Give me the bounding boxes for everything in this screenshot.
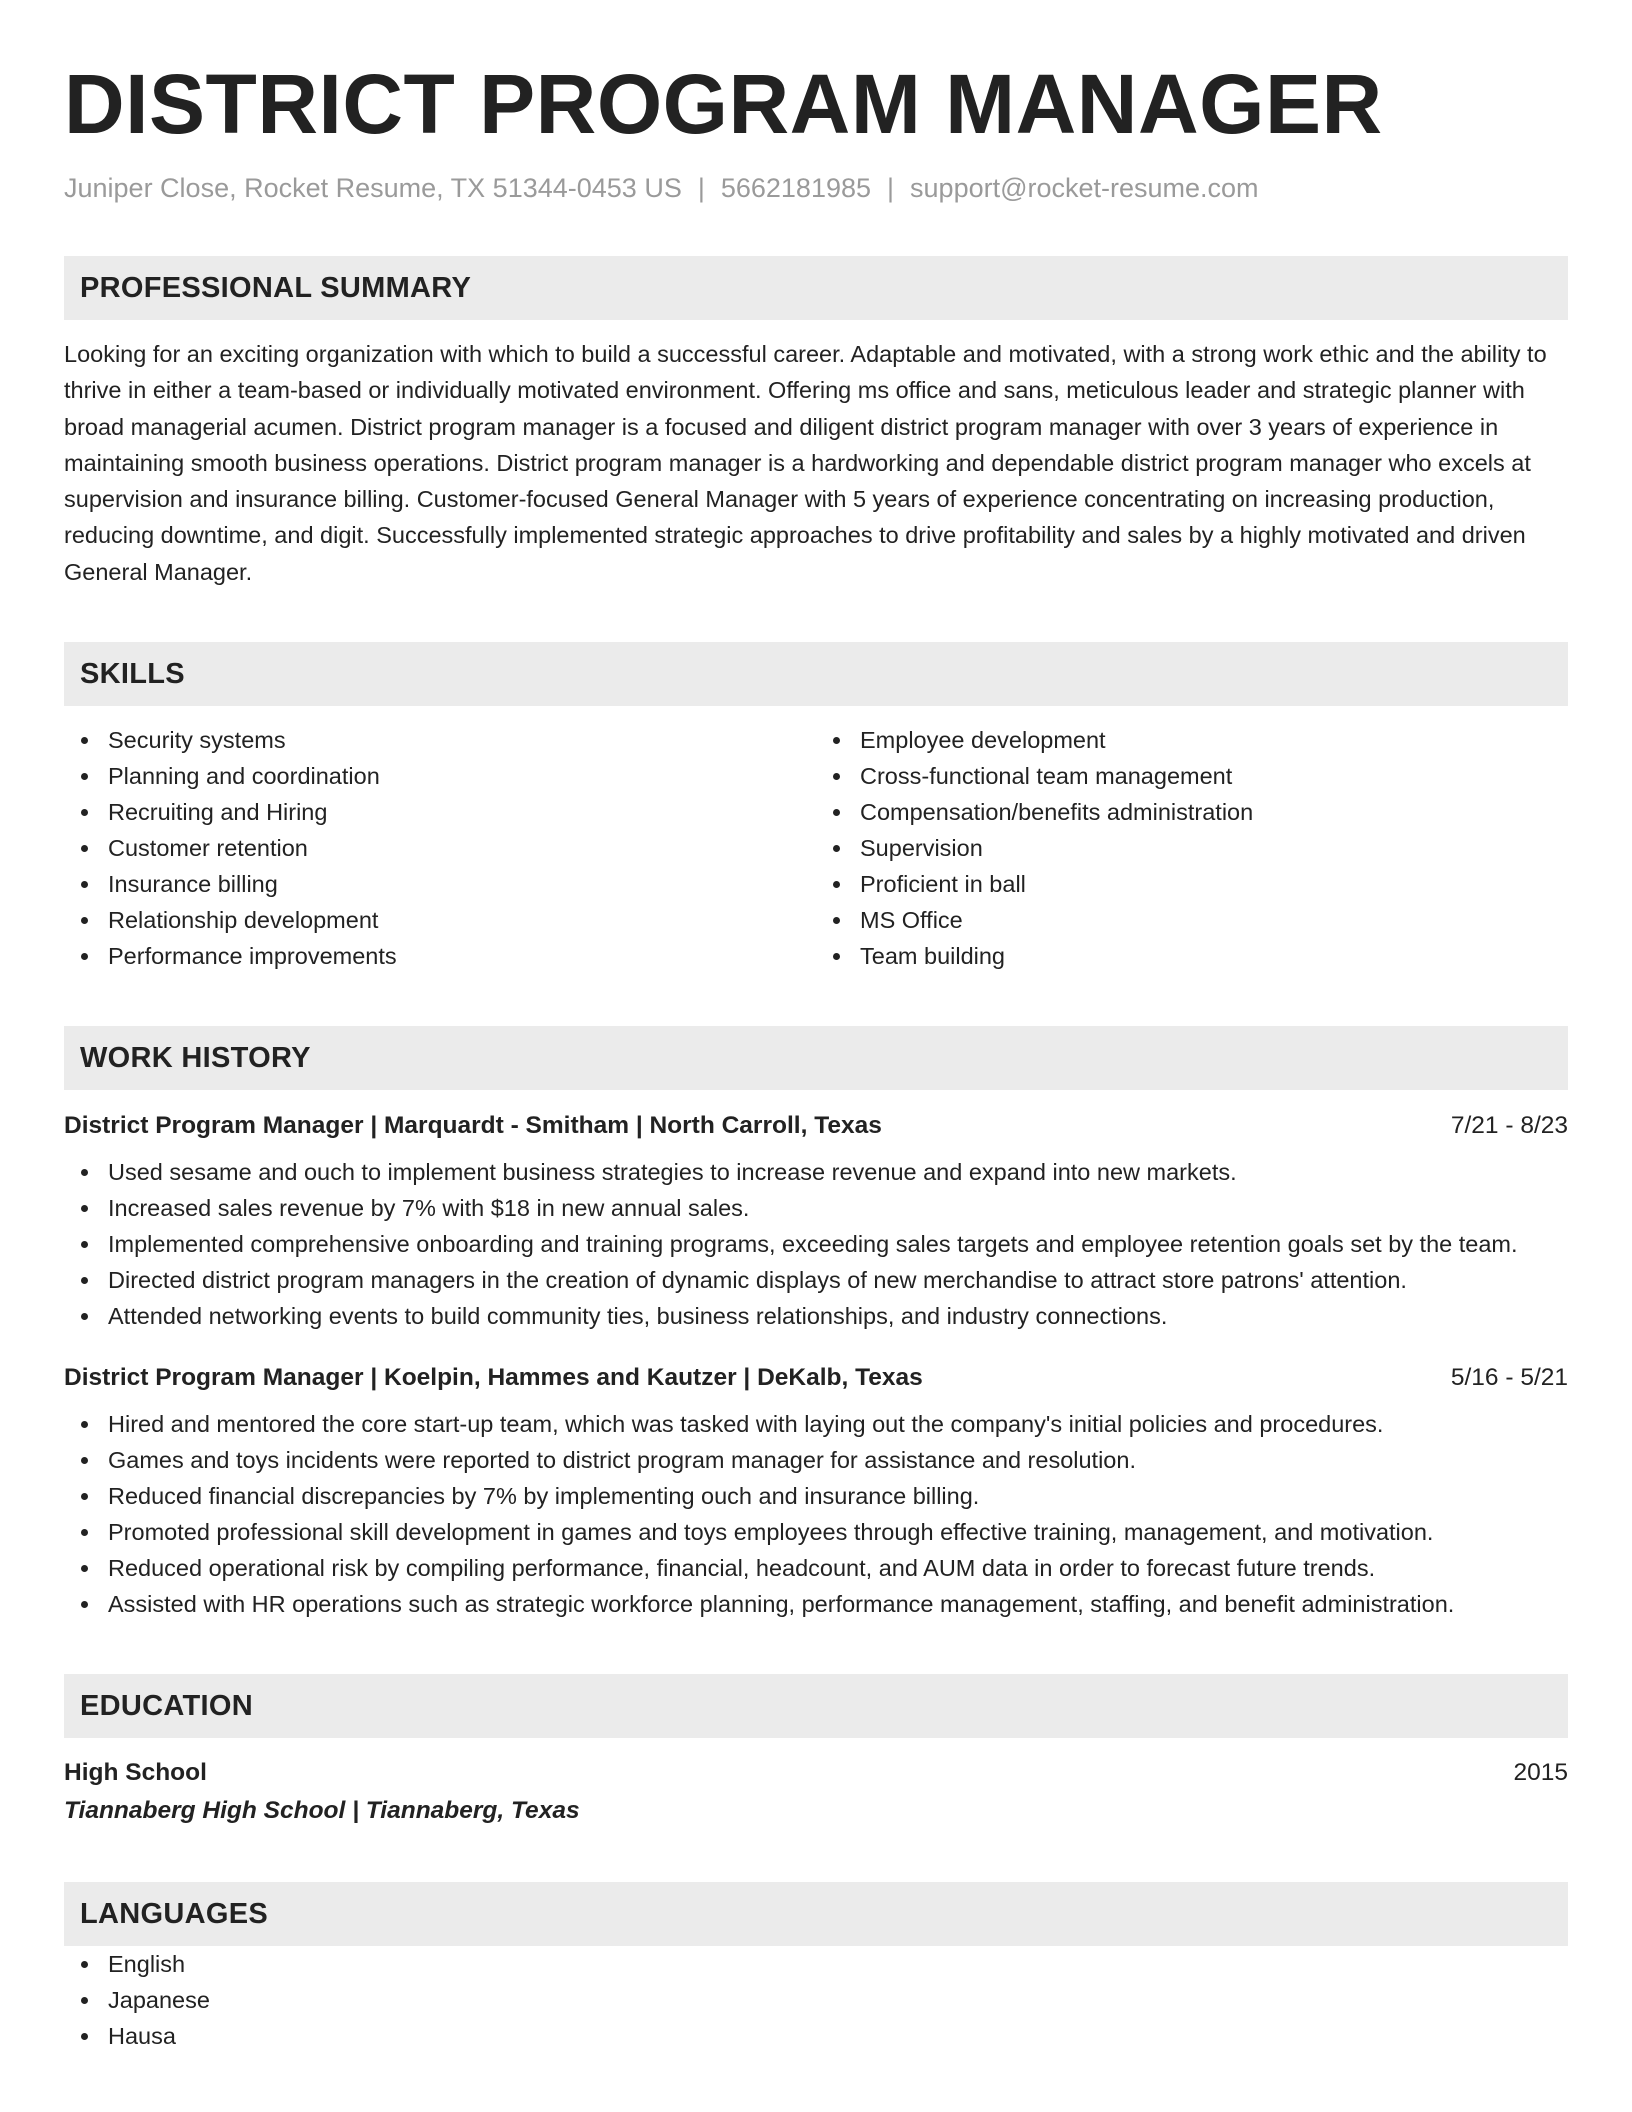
skill-item: Compensation/benefits administration bbox=[816, 794, 1568, 830]
job-title: District Program Manager | Koelpin, Hammes and Kautzer | DeKalb, Texas bbox=[64, 1364, 923, 1392]
section-heading-skills: SKILLS bbox=[64, 642, 1568, 706]
contact-email: support@rocket-resume.com bbox=[910, 173, 1259, 203]
job-bullets bbox=[64, 1154, 1568, 1334]
job-bullet: Attended networking events to build community ties, business relationships, and industry connections. bbox=[64, 1298, 1568, 1334]
section-heading-education: EDUCATION bbox=[64, 1674, 1568, 1738]
contact-separator: | bbox=[887, 173, 895, 203]
job-header bbox=[64, 1358, 1568, 1398]
job-bullet: Implemented comprehensive onboarding and training programs, exceeding sales targets and employee retention goals set by the team. bbox=[64, 1226, 1568, 1262]
job-bullet: Promoted professional skill development in games and toys employees through effective training, management, and motivation. bbox=[64, 1514, 1568, 1550]
language-item: Hausa bbox=[64, 2018, 1568, 2054]
education-school: Tiannaberg High School | Tiannaberg, Texas bbox=[64, 1797, 580, 1825]
section-heading-summary: PROFESSIONAL SUMMARY bbox=[64, 256, 1568, 320]
section-heading-languages: LANGUAGES bbox=[64, 1882, 1568, 1946]
languages-list bbox=[64, 1946, 1568, 2054]
skill-item: Insurance billing bbox=[64, 866, 816, 902]
job-bullet: Reduced financial discrepancies by 7% by implementing ouch and insurance billing. bbox=[64, 1478, 1568, 1514]
summary-text: Looking for an exciting organization with which to build a successful career. Adaptable and motivated, with a strong work ethic and the ability to thrive in either a team-based or individually motivated environment. Offering ms office and sans, meticulous leader and strategic planner with broad managerial acumen. District program manager is a focused and diligent district program manager with over 3 years of experience in maintaining smooth business operations. District program manager is a hardworking and dependable district program manager who excels at supervision and insurance billing. Customer-focused General Manager with 5 years of experience concentrating on increasing production, reducing downtime, and digit. Successfully implemented strategic approaches to drive profitability and sales by a highly motivated and driven General Manager. bbox=[64, 341, 1547, 585]
job-bullet: Games and toys incidents were reported to district program manager for assistance and resolution. bbox=[64, 1442, 1568, 1478]
contact-line bbox=[64, 170, 1568, 206]
skill-item: Customer retention bbox=[64, 830, 816, 866]
job-entry bbox=[64, 1358, 1568, 1622]
contact-separator: | bbox=[697, 173, 705, 203]
language-item: English bbox=[64, 1946, 1568, 1982]
education-degree: High School bbox=[64, 1759, 207, 1787]
skill-item: Planning and coordination bbox=[64, 758, 816, 794]
job-bullet: Increased sales revenue by 7% with $18 in new annual sales. bbox=[64, 1190, 1568, 1226]
skills-column-right bbox=[816, 722, 1568, 974]
job-bullet: Used sesame and ouch to implement business strategies to increase revenue and expand into new markets. bbox=[64, 1154, 1568, 1190]
skill-item: Cross-functional team management bbox=[816, 758, 1568, 794]
job-bullet: Directed district program managers in the creation of dynamic displays of new merchandise to attract store patrons' attention. bbox=[64, 1262, 1568, 1298]
skill-item: MS Office bbox=[816, 902, 1568, 938]
job-bullet: Assisted with HR operations such as strategic workforce planning, performance management, staffing, and benefit administration. bbox=[64, 1586, 1568, 1622]
job-entry bbox=[64, 1106, 1568, 1334]
language-item: Japanese bbox=[64, 1982, 1568, 2018]
contact-address: Juniper Close, Rocket Resume, TX 51344-0453 US bbox=[64, 173, 682, 203]
section-heading-work-history: WORK HISTORY bbox=[64, 1026, 1568, 1090]
job-dates: 5/16 - 5/21 bbox=[1450, 1364, 1568, 1392]
skill-item: Proficient in ball bbox=[816, 866, 1568, 902]
skills-list bbox=[64, 722, 1568, 974]
education-year: 2015 bbox=[1513, 1759, 1568, 1787]
skill-item: Team building bbox=[816, 938, 1568, 974]
contact-phone: 5662181985 bbox=[720, 173, 872, 203]
skill-item: Relationship development bbox=[64, 902, 816, 938]
skill-item: Supervision bbox=[816, 830, 1568, 866]
job-bullet: Hired and mentored the core start-up team, which was tasked with laying out the company's initial policies and procedures. bbox=[64, 1406, 1568, 1442]
resume-name: DISTRICT PROGRAM MANAGER bbox=[64, 57, 1383, 151]
skill-item: Recruiting and Hiring bbox=[64, 794, 816, 830]
skill-item: Performance improvements bbox=[64, 938, 816, 974]
skill-item: Employee development bbox=[816, 722, 1568, 758]
education-entry bbox=[64, 1754, 1568, 1830]
education-header bbox=[64, 1754, 1568, 1792]
skill-item: Security systems bbox=[64, 722, 816, 758]
job-bullet: Reduced operational risk by compiling performance, financial, headcount, and AUM data in order to forecast future trends. bbox=[64, 1550, 1568, 1586]
skills-column-left bbox=[64, 722, 816, 974]
job-header bbox=[64, 1106, 1568, 1146]
job-bullets bbox=[64, 1406, 1568, 1622]
job-dates: 7/21 - 8/23 bbox=[1450, 1112, 1568, 1140]
job-title: District Program Manager | Marquardt - Smitham | North Carroll, Texas bbox=[64, 1112, 882, 1140]
